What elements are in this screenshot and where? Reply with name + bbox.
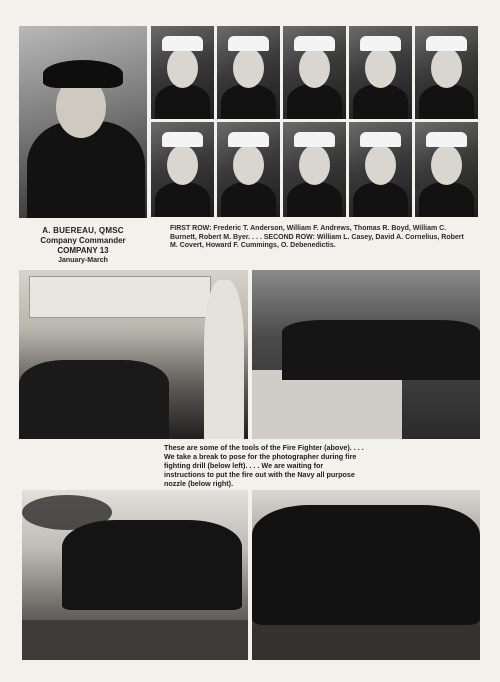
sailor-portrait xyxy=(283,122,346,217)
company-period: January-March xyxy=(58,257,108,264)
sailor-portrait xyxy=(217,122,280,217)
nozzle-photo xyxy=(252,490,480,660)
commander-title: Company Commander xyxy=(40,236,126,245)
commander-caption xyxy=(19,226,147,264)
classroom-photo xyxy=(19,270,248,439)
fire-drill-photo xyxy=(22,490,248,660)
fire-equipment-photo xyxy=(252,270,480,439)
commander-portrait xyxy=(19,26,147,218)
company-number: COMPANY 13 xyxy=(57,246,109,255)
fire-fighter-caption: These are some of the tools of the Fire Fighter (above). . . . We take a break to pose for the photographer during fire fighting drill (below left). . . . We are waiting for instructions to put the fire out with the Navy all purpose nozzle (below right). xyxy=(164,443,364,488)
roster-caption: FIRST ROW: Frederic T. Anderson, William F. Andrews, Thomas R. Boyd, William C. Burnett, Robert M. Byer. . . . SECOND ROW: William L. Casey, David A. Cornelius, Robert M. Covert, Howard F. Cummings, O. Debenedictis. xyxy=(170,225,464,250)
sailor-portrait xyxy=(349,26,412,119)
sailor-portrait xyxy=(415,122,478,217)
sailor-portrait xyxy=(283,26,346,119)
sailor-portrait xyxy=(415,26,478,119)
sailor-portrait xyxy=(349,122,412,217)
sailor-portrait xyxy=(151,26,214,119)
sailor-portrait xyxy=(151,122,214,217)
sailor-portrait xyxy=(217,26,280,119)
commander-name: A. BUEREAU, QMSC xyxy=(42,226,124,235)
